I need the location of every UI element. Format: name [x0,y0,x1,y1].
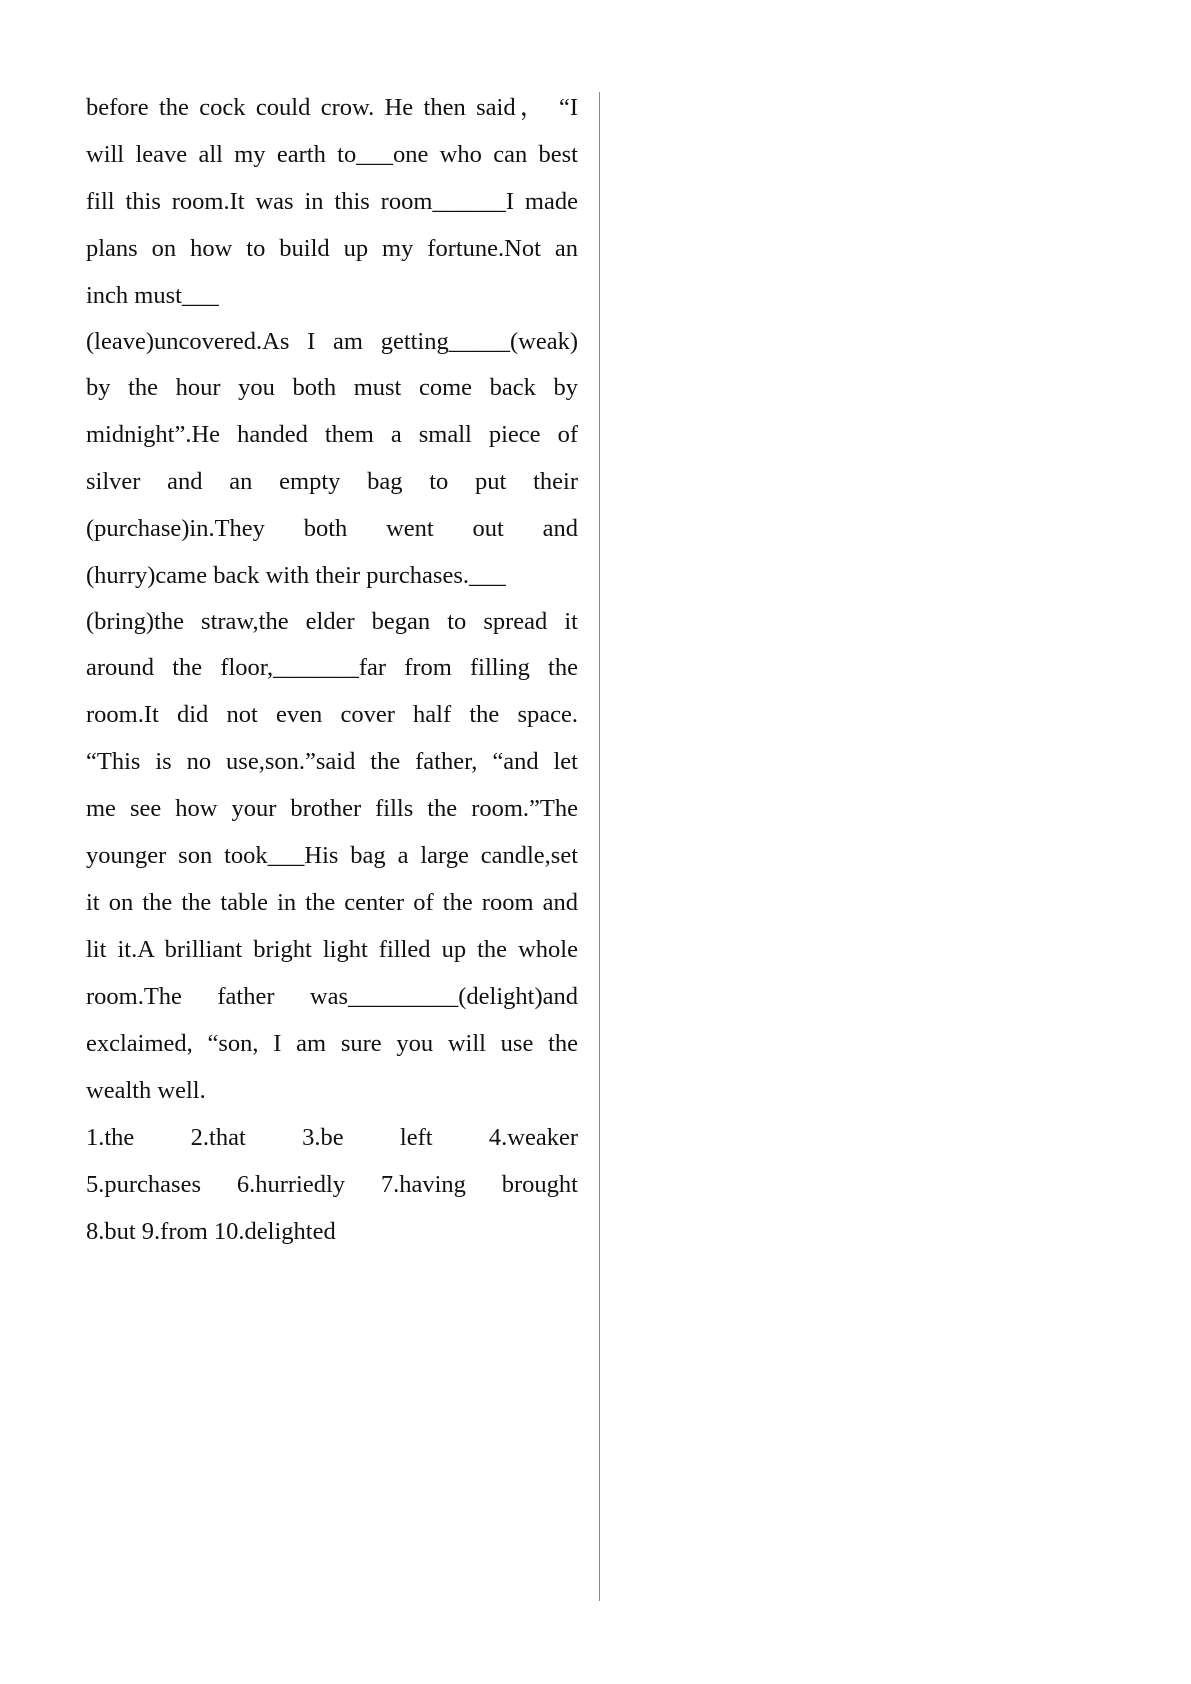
passage-line: wealth well. [86,1077,206,1104]
text-column [86,84,578,1255]
passage-line: silver and an empty bag to put their [86,468,578,495]
answer-line: 5.purchases 6.hurriedly 7.having brought [86,1171,578,1198]
passage-line: it on the the table in the center of the room and [86,889,578,916]
passage-line: before the cock could crow. He then said， “I [86,94,578,121]
column-divider [599,92,600,1601]
passage-line: exclaimed, “son, I am sure you will use the [86,1030,578,1057]
answer-line: 8.but 9.from 10.delighted [86,1218,336,1245]
passage-line: (hurry)came back with their purchases.___ [86,562,506,589]
passage-line: by the hour you both must come back by [86,374,578,401]
passage-line: younger son took___His bag a large candle,set [86,842,578,869]
passage-line: plans on how to build up my fortune.Not an [86,235,578,262]
passage-line: will leave all my earth to___one who can best [86,141,578,168]
passage-line: me see how your brother fills the room.”The [86,795,578,822]
passage-line: room.The father was_________(delight)and [86,983,578,1010]
passage-line: (purchase)in.They both went out and [86,515,578,542]
passage-line: around the floor,_______far from filling the [86,654,578,681]
passage-line: lit it.A brilliant bright light filled up the whole [86,936,578,963]
passage-line: (leave)uncovered.As I am getting_____(weak) [86,328,578,355]
passage-line: inch must___ [86,282,219,309]
passage-line: room.It did not even cover half the space. [86,701,578,728]
passage-line: (bring)the straw,the elder began to spread it [86,608,578,635]
passage-line: “This is no use,son.”said the father, “and let [86,748,578,775]
passage-line: midnight”.He handed them a small piece of [86,421,578,448]
passage-line: fill this room.It was in this room______I made [86,188,578,215]
answer-line: 1.the 2.that 3.be left 4.weaker [86,1124,578,1151]
